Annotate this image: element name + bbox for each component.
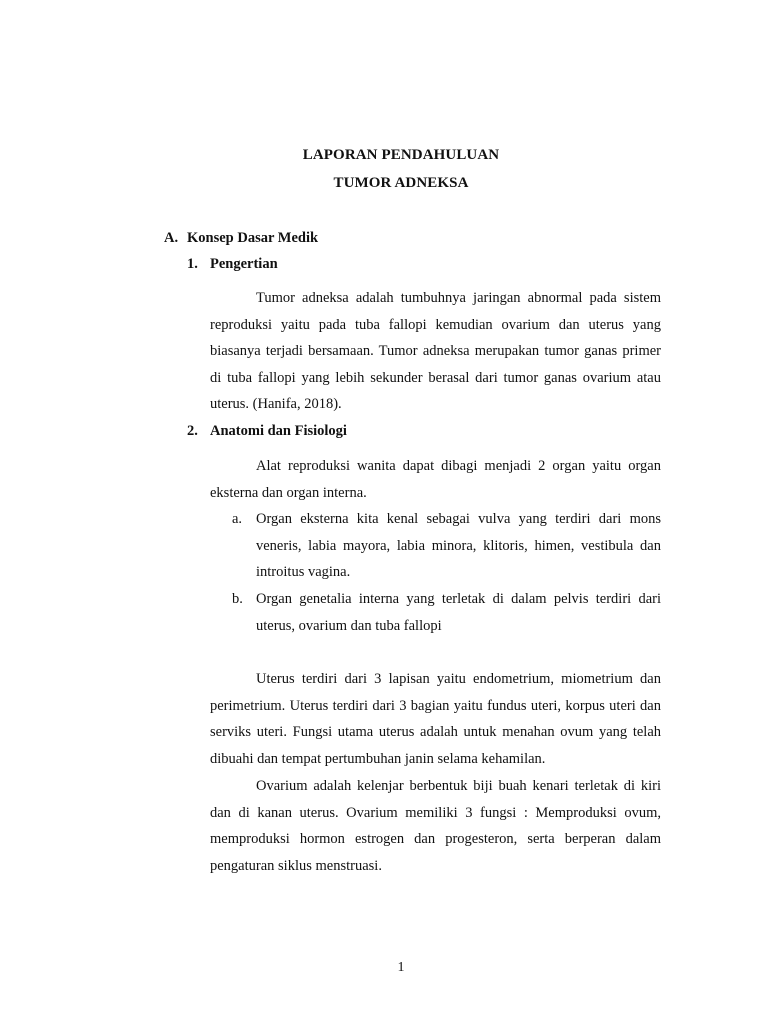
- pengertian-paragraph: Tumor adneksa adalah tumbuhnya jaringan abnormal pada sistem reproduksi yaitu pada tuba fallopi kemudian ovarium dan uterus yang biasanya terjadi bersamaan. Tumor adneksa merupakan tumor ganas primer di tuba fallopi yang lebih sekunder berasal dari tumor ganas ovarium atau uterus. (Hanifa, 2018).: [210, 290, 661, 413]
- subsection-1-label: Pengertian: [210, 256, 278, 272]
- list-item-letter: b.: [232, 591, 243, 607]
- section-a-marker: A.: [164, 230, 179, 246]
- page-number: 1: [397, 960, 405, 975]
- subsection-1-marker: 1.: [187, 256, 198, 272]
- document-title: LAPORAN PENDAHULUAN: [302, 147, 500, 163]
- subsection-2-heading: [187, 423, 347, 440]
- uterus-paragraph: Uterus terdiri dari 3 lapisan yaitu endometrium, miometrium dan perimetrium. Uterus terdiri dari 3 bagian yaitu fundus uteri, korpus uteri dan serviks uteri. Fungsi utama uterus adalah untuk menahan ovum yang telah dibuahi dan tempat pertumbuhan janin selama kehamilan.: [210, 671, 661, 767]
- document-subtitle: TUMOR ADNEKSA: [333, 175, 469, 191]
- list-item-text: Organ genetalia interna yang terletak di dalam pelvis terdiri dari uterus, ovarium dan tuba fallopi: [256, 591, 661, 634]
- list-item-letter: a.: [232, 511, 243, 527]
- list-item: [232, 586, 661, 639]
- list-item: [232, 506, 661, 586]
- list-item-text: Organ eksterna kita kenal sebagai vulva yang terdiri dari mons veneris, labia mayora, labia minora, klitoris, himen, vestibula dan introitus vagina.: [256, 511, 661, 581]
- ovarium-paragraph: Ovarium adalah kelenjar berbentuk biji buah kenari terletak di kiri dan di kanan uterus. Ovarium memiliki 3 fungsi : Memproduksi ovum, memproduksi hormon estrogen dan progesteron, serta berperan dalam pengaturan siklus menstruasi.: [210, 778, 661, 874]
- section-a-heading: [164, 230, 318, 247]
- subsection-2-label: Anatomi dan Fisiologi: [210, 423, 347, 439]
- anatomi-intro-paragraph: Alat reproduksi wanita dapat dibagi menjadi 2 organ yaitu organ eksterna dan organ interna.: [210, 458, 661, 501]
- section-a-label: Konsep Dasar Medik: [187, 230, 319, 246]
- subsection-1-heading: [187, 256, 278, 273]
- subsection-2-marker: 2.: [187, 423, 198, 439]
